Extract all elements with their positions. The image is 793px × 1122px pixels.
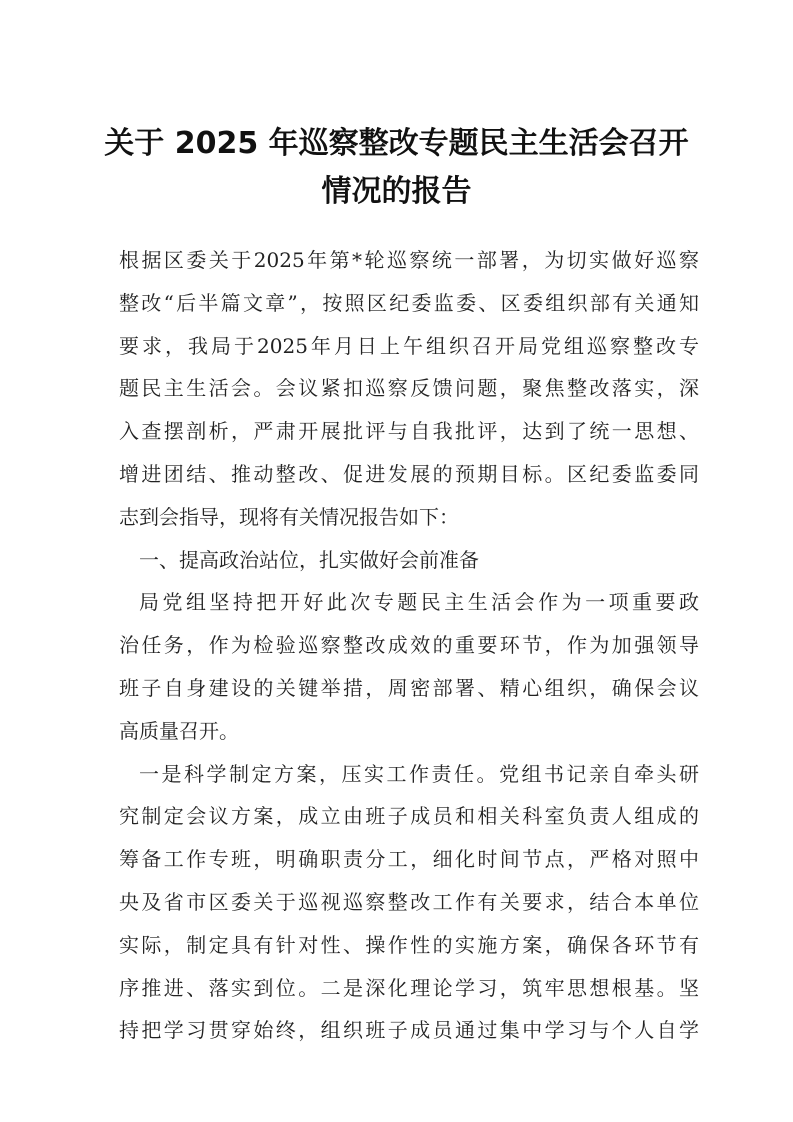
body-line: 序推进、落实到位。二是深化理论学习，筑牢思想根基。坚 (119, 975, 699, 1000)
body-line: 班子自身建设的关键举措，周密部署、精心组织，确保会议 (119, 675, 699, 700)
document-body (119, 239, 699, 1052)
body-line: 治任务，作为检验巡察整改成效的重要环节，作为加强领导 (119, 633, 699, 658)
document-title-line-2: 情况的报告 (321, 174, 472, 209)
body-line: 整改“后半篇文章”，按照区纪委监委、区委组织部有关通知 (119, 290, 699, 315)
body-line: 持把学习贯穿始终，组织班子成员通过集中学习与个人自学 (119, 1018, 699, 1043)
body-line: 局党组坚持把开好此次专题民主生活会作为一项重要政 (139, 590, 699, 615)
body-line: 题民主生活会。会议紧扣巡察反馈问题，聚焦整改落实，深 (119, 376, 699, 401)
body-line: 一是科学制定方案，压实工作责任。党组书记亲自牵头研 (139, 761, 699, 786)
body-line: 入查摆剖析，严肃开展批评与自我批评，达到了统一思想、 (119, 419, 699, 444)
body-line: 究制定会议方案，成立由班子成员和相关科室负责人组成的 (119, 804, 699, 829)
document-title-line-1: 关于 2025 年巡察整改专题民主生活会召开 (104, 126, 689, 161)
body-line: 要求，我局于2025年月日上午组织召开局党组巡察整改专 (119, 333, 699, 358)
body-line: 实际，制定具有针对性、操作性的实施方案，确保各环节有 (119, 932, 699, 957)
body-line: 央及省市区委关于巡视巡察整改工作有关要求，结合本单位 (119, 889, 699, 914)
body-line: 根据区委关于2025年第*轮巡察统一部署，为切实做好巡察 (119, 248, 699, 272)
body-line: 志到会指导，现将有关情况报告如下： (119, 504, 459, 529)
section-heading: 一、提高政治站位，扎实做好会前准备 (139, 547, 479, 572)
body-line: 筹备工作专班，明确职责分工，细化时间节点，严格对照中 (119, 847, 699, 872)
body-line: 高质量召开。 (119, 718, 239, 743)
body-line: 增进团结、推动整改、促进发展的预期目标。区纪委监委同 (119, 461, 699, 486)
